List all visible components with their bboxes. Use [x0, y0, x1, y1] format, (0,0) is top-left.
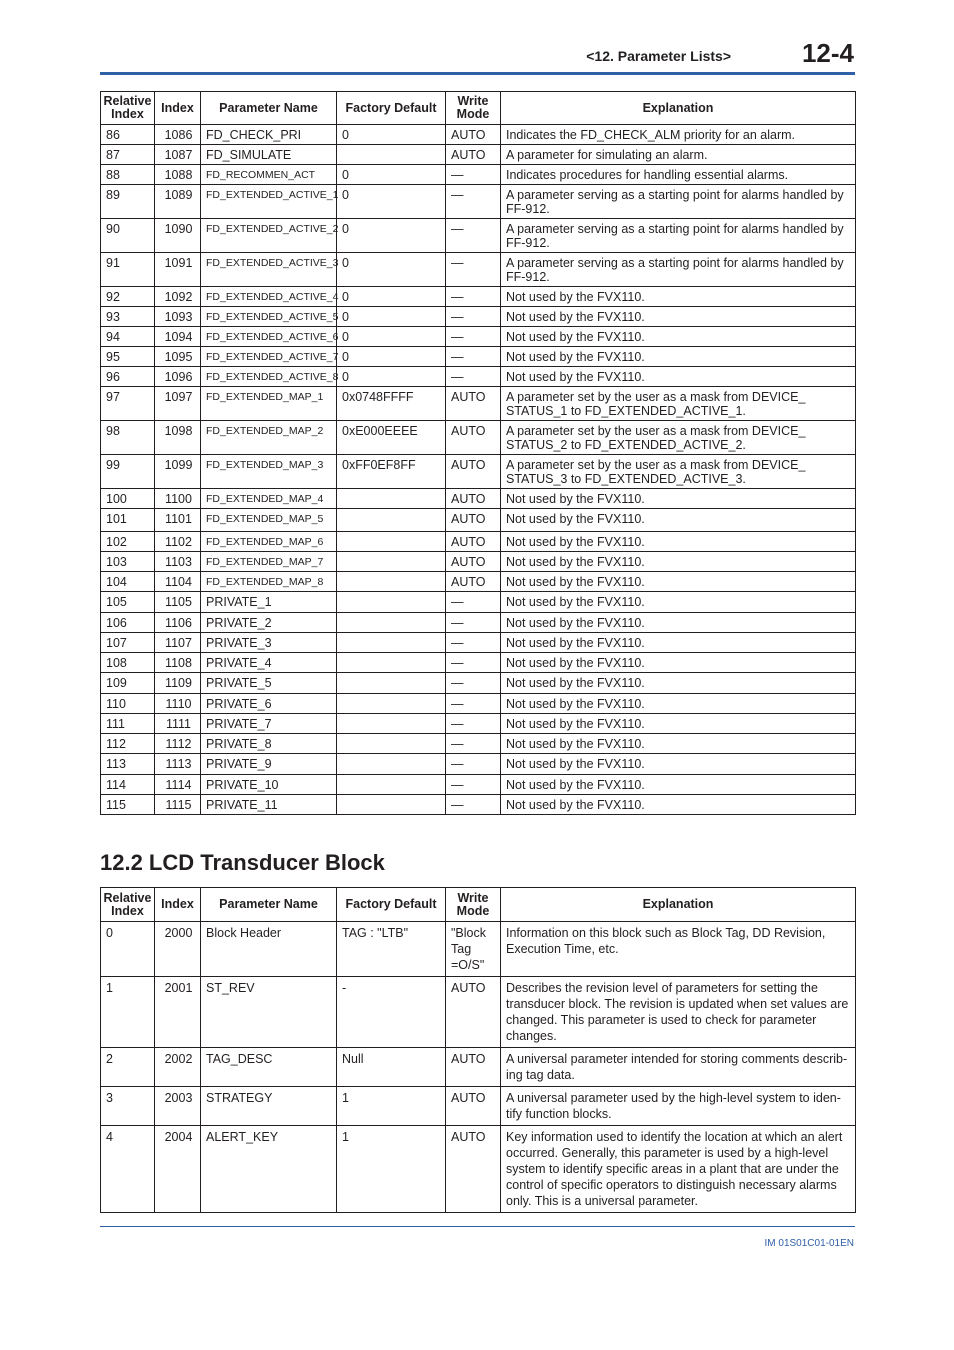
cell-parameter-name: FD_SIMULATE — [201, 145, 337, 165]
cell-explanation: Not used by the FVX110. — [501, 489, 856, 509]
cell-write-mode: — — [446, 592, 501, 613]
table-row — [101, 653, 856, 673]
table-row — [101, 145, 856, 165]
table-row — [101, 1048, 856, 1087]
cell-index: 1095 — [155, 347, 201, 367]
cell-write-mode: — — [446, 347, 501, 367]
cell-relative-index: 97 — [101, 387, 155, 421]
cell-write-mode: — — [446, 185, 501, 219]
table-row — [101, 613, 856, 633]
cell-explanation: Not used by the FVX110. — [501, 653, 856, 673]
cell-parameter-name: FD_EXTENDED_ACTIVE_6 — [201, 327, 337, 347]
cell-explanation: Not used by the FVX110. — [501, 347, 856, 367]
cell-explanation: Not used by the FVX110. — [501, 592, 856, 613]
table-row — [101, 489, 856, 509]
cell-relative-index: 103 — [101, 552, 155, 572]
cell-index: 1100 — [155, 489, 201, 509]
cell-write-mode: — — [446, 754, 501, 775]
cell-explanation: A parameter set by the user as a mask from DEVICE_ STATUS_3 to FD_EXTENDED_ACTIVE_3. — [501, 455, 856, 489]
cell-write-mode: AUTO — [446, 455, 501, 489]
cell-write-mode: AUTO — [446, 1126, 501, 1213]
cell-explanation: Not used by the FVX110. — [501, 509, 856, 532]
table-row — [101, 694, 856, 714]
table-row — [101, 455, 856, 489]
cell-factory-default: 0 — [337, 367, 446, 387]
cell-parameter-name: TAG_DESC — [201, 1048, 337, 1087]
parameter-table-2 — [100, 887, 856, 1213]
page-number: 12-4 — [801, 38, 854, 68]
cell-relative-index: 105 — [101, 592, 155, 613]
cell-relative-index: 88 — [101, 165, 155, 185]
cell-index: 1101 — [155, 509, 201, 532]
cell-factory-default: 0 — [337, 287, 446, 307]
cell-factory-default — [337, 145, 446, 165]
cell-explanation: Not used by the FVX110. — [501, 552, 856, 572]
cell-explanation: Not used by the FVX110. — [501, 734, 856, 754]
cell-parameter-name: Block Header — [201, 922, 337, 977]
cell-index: 1104 — [155, 572, 201, 592]
cell-index: 1088 — [155, 165, 201, 185]
cell-index: 1091 — [155, 253, 201, 287]
table-row — [101, 977, 856, 1048]
cell-write-mode: AUTO — [446, 1087, 501, 1126]
table-row — [101, 714, 856, 734]
col-header-write-mode: Write Mode — [446, 888, 501, 922]
cell-explanation: Not used by the FVX110. — [501, 775, 856, 795]
cell-explanation: Not used by the FVX110. — [501, 633, 856, 653]
cell-index: 1087 — [155, 145, 201, 165]
cell-factory-default: - — [337, 977, 446, 1048]
cell-factory-default — [337, 633, 446, 653]
cell-explanation: A universal parameter used by the high-level system to iden-tify function blocks. — [501, 1087, 856, 1126]
cell-explanation: A parameter serving as a starting point for alarms handled by FF-912. — [501, 253, 856, 287]
cell-relative-index: 101 — [101, 509, 155, 532]
cell-explanation: A parameter set by the user as a mask from DEVICE_ STATUS_2 to FD_EXTENDED_ACTIVE_2. — [501, 421, 856, 455]
cell-parameter-name: ST_REV — [201, 977, 337, 1048]
cell-write-mode: — — [446, 734, 501, 754]
cell-explanation: A parameter serving as a starting point for alarms handled by FF-912. — [501, 219, 856, 253]
cell-parameter-name: PRIVATE_6 — [201, 694, 337, 714]
cell-parameter-name: FD_EXTENDED_ACTIVE_5 — [201, 307, 337, 327]
table-row — [101, 165, 856, 185]
cell-write-mode: — — [446, 673, 501, 694]
cell-parameter-name: FD_EXTENDED_ACTIVE_7 — [201, 347, 337, 367]
cell-parameter-name: FD_EXTENDED_MAP_2 — [201, 421, 337, 455]
cell-relative-index: 100 — [101, 489, 155, 509]
cell-write-mode: — — [446, 165, 501, 185]
table-body — [101, 125, 856, 815]
cell-explanation: Not used by the FVX110. — [501, 613, 856, 633]
cell-factory-default — [337, 694, 446, 714]
col-header-index: Index — [155, 888, 201, 922]
cell-explanation: Describes the revision level of parameters for setting the transducer block. The revision is updated when set values are changed. This parameter is used to check for parameter changes. — [501, 977, 856, 1048]
cell-index: 1115 — [155, 795, 201, 815]
table-row — [101, 532, 856, 552]
cell-factory-default: 0 — [337, 253, 446, 287]
cell-explanation: Information on this block such as Block Tag, DD Revision, Execution Time, etc. — [501, 922, 856, 977]
cell-relative-index: 106 — [101, 613, 155, 633]
cell-write-mode: AUTO — [446, 489, 501, 509]
cell-relative-index: 98 — [101, 421, 155, 455]
cell-factory-default: TAG : "LTB" — [337, 922, 446, 977]
cell-relative-index: 99 — [101, 455, 155, 489]
table-row — [101, 307, 856, 327]
cell-parameter-name: FD_EXTENDED_MAP_4 — [201, 489, 337, 509]
cell-parameter-name: FD_EXTENDED_MAP_8 — [201, 572, 337, 592]
cell-factory-default: Null — [337, 1048, 446, 1087]
table-row — [101, 775, 856, 795]
cell-explanation: Not used by the FVX110. — [501, 572, 856, 592]
cell-relative-index: 95 — [101, 347, 155, 367]
table-row — [101, 421, 856, 455]
cell-index: 2001 — [155, 977, 201, 1048]
cell-write-mode: — — [446, 367, 501, 387]
cell-relative-index: 115 — [101, 795, 155, 815]
cell-parameter-name: FD_EXTENDED_ACTIVE_2 — [201, 219, 337, 253]
cell-factory-default — [337, 653, 446, 673]
cell-write-mode: — — [446, 633, 501, 653]
cell-write-mode: AUTO — [446, 552, 501, 572]
cell-parameter-name: FD_EXTENDED_MAP_1 — [201, 387, 337, 421]
cell-factory-default — [337, 489, 446, 509]
table-row — [101, 253, 856, 287]
cell-relative-index: 102 — [101, 532, 155, 552]
cell-parameter-name: PRIVATE_3 — [201, 633, 337, 653]
cell-write-mode: — — [446, 219, 501, 253]
cell-index: 1110 — [155, 694, 201, 714]
cell-explanation: Not used by the FVX110. — [501, 795, 856, 815]
table-row — [101, 734, 856, 754]
cell-parameter-name: ALERT_KEY — [201, 1126, 337, 1213]
cell-index: 2000 — [155, 922, 201, 977]
cell-relative-index: 104 — [101, 572, 155, 592]
table-row — [101, 347, 856, 367]
cell-explanation: Key information used to identify the location at which an alert occurred. Generally, this parameter is used by a high-level system to identify specific areas in a plant that are under the control of specific operators to distinguish necessary alarms only. This is a universal parameter. — [501, 1126, 856, 1213]
section-heading: 12.2 LCD Transducer Block — [100, 850, 385, 875]
cell-relative-index: 108 — [101, 653, 155, 673]
cell-factory-default — [337, 613, 446, 633]
cell-factory-default — [337, 592, 446, 613]
cell-explanation: Indicates the FD_CHECK_ALM priority for an alarm. — [501, 125, 856, 145]
cell-parameter-name: FD_EXTENDED_MAP_6 — [201, 532, 337, 552]
cell-factory-default — [337, 754, 446, 775]
cell-index: 1089 — [155, 185, 201, 219]
table-body — [101, 922, 856, 1213]
cell-parameter-name: FD_CHECK_PRI — [201, 125, 337, 145]
cell-write-mode: — — [446, 775, 501, 795]
cell-relative-index: 3 — [101, 1087, 155, 1126]
cell-write-mode: AUTO — [446, 387, 501, 421]
cell-index: 1102 — [155, 532, 201, 552]
cell-relative-index: 93 — [101, 307, 155, 327]
cell-parameter-name: PRIVATE_8 — [201, 734, 337, 754]
table-row — [101, 367, 856, 387]
cell-index: 1103 — [155, 552, 201, 572]
cell-parameter-name: FD_EXTENDED_ACTIVE_1 — [201, 185, 337, 219]
cell-parameter-name: PRIVATE_4 — [201, 653, 337, 673]
cell-write-mode: AUTO — [446, 572, 501, 592]
cell-relative-index: 86 — [101, 125, 155, 145]
cell-relative-index: 89 — [101, 185, 155, 219]
cell-index: 1113 — [155, 754, 201, 775]
cell-index: 1109 — [155, 673, 201, 694]
cell-relative-index: 109 — [101, 673, 155, 694]
cell-write-mode: AUTO — [446, 1048, 501, 1087]
cell-factory-default: 0 — [337, 165, 446, 185]
cell-write-mode: AUTO — [446, 509, 501, 532]
cell-explanation: Not used by the FVX110. — [501, 287, 856, 307]
cell-relative-index: 91 — [101, 253, 155, 287]
cell-parameter-name: FD_RECOMMEN_ACT — [201, 165, 337, 185]
cell-index: 1105 — [155, 592, 201, 613]
col-header-relative-index: Relative Index — [101, 888, 155, 922]
cell-index: 1114 — [155, 775, 201, 795]
cell-parameter-name: PRIVATE_2 — [201, 613, 337, 633]
parameter-table-1 — [100, 91, 856, 815]
cell-relative-index: 4 — [101, 1126, 155, 1213]
cell-write-mode: AUTO — [446, 145, 501, 165]
cell-write-mode: — — [446, 653, 501, 673]
cell-index: 1093 — [155, 307, 201, 327]
cell-parameter-name: PRIVATE_5 — [201, 673, 337, 694]
cell-explanation: Not used by the FVX110. — [501, 673, 856, 694]
cell-index: 1090 — [155, 219, 201, 253]
table-row — [101, 633, 856, 653]
col-header-parameter-name: Parameter Name — [201, 92, 337, 125]
cell-index: 1107 — [155, 633, 201, 653]
cell-factory-default: 1 — [337, 1126, 446, 1213]
cell-index: 2002 — [155, 1048, 201, 1087]
table-row — [101, 287, 856, 307]
table-row — [101, 552, 856, 572]
cell-parameter-name: FD_EXTENDED_ACTIVE_8 — [201, 367, 337, 387]
table-row — [101, 327, 856, 347]
document-id: IM 01S01C01-01EN — [764, 1238, 854, 1249]
cell-write-mode: — — [446, 253, 501, 287]
cell-explanation: Not used by the FVX110. — [501, 327, 856, 347]
col-header-explanation: Explanation — [501, 888, 856, 922]
cell-factory-default: 0 — [337, 327, 446, 347]
table-row — [101, 795, 856, 815]
cell-factory-default: 0 — [337, 219, 446, 253]
cell-write-mode: — — [446, 795, 501, 815]
table-row — [101, 1126, 856, 1213]
cell-relative-index: 96 — [101, 367, 155, 387]
col-header-factory-default: Factory Default — [337, 92, 446, 125]
cell-parameter-name: PRIVATE_11 — [201, 795, 337, 815]
cell-write-mode: — — [446, 714, 501, 734]
running-header-section: <12. Parameter Lists> — [586, 48, 731, 64]
cell-explanation: A parameter for simulating an alarm. — [501, 145, 856, 165]
cell-relative-index: 90 — [101, 219, 155, 253]
cell-factory-default — [337, 714, 446, 734]
col-header-parameter-name: Parameter Name — [201, 888, 337, 922]
cell-index: 1092 — [155, 287, 201, 307]
table-header-row — [101, 92, 856, 125]
footer-rule — [100, 1226, 855, 1227]
cell-relative-index: 107 — [101, 633, 155, 653]
cell-relative-index: 92 — [101, 287, 155, 307]
cell-explanation: Not used by the FVX110. — [501, 307, 856, 327]
cell-factory-default: 0 — [337, 125, 446, 145]
cell-factory-default: 0xE000EEEE — [337, 421, 446, 455]
cell-factory-default — [337, 673, 446, 694]
cell-factory-default: 0xFF0EF8FF — [337, 455, 446, 489]
cell-explanation: A universal parameter intended for storing comments describ-ing tag data. — [501, 1048, 856, 1087]
cell-index: 1097 — [155, 387, 201, 421]
cell-relative-index: 113 — [101, 754, 155, 775]
table-row — [101, 219, 856, 253]
cell-index: 1106 — [155, 613, 201, 633]
cell-write-mode: — — [446, 694, 501, 714]
table-row — [101, 572, 856, 592]
cell-explanation: Not used by the FVX110. — [501, 367, 856, 387]
cell-factory-default: 0 — [337, 307, 446, 327]
cell-parameter-name: FD_EXTENDED_MAP_3 — [201, 455, 337, 489]
cell-explanation: A parameter serving as a starting point for alarms handled by FF-912. — [501, 185, 856, 219]
cell-factory-default — [337, 795, 446, 815]
cell-relative-index: 1 — [101, 977, 155, 1048]
table-row — [101, 509, 856, 532]
cell-relative-index: 0 — [101, 922, 155, 977]
cell-index: 1094 — [155, 327, 201, 347]
cell-parameter-name: FD_EXTENDED_ACTIVE_3 — [201, 253, 337, 287]
cell-explanation: Not used by the FVX110. — [501, 532, 856, 552]
table-row — [101, 125, 856, 145]
cell-explanation: A parameter set by the user as a mask from DEVICE_ STATUS_1 to FD_EXTENDED_ACTIVE_1. — [501, 387, 856, 421]
cell-parameter-name: FD_EXTENDED_MAP_7 — [201, 552, 337, 572]
cell-explanation: Indicates procedures for handling essential alarms. — [501, 165, 856, 185]
cell-relative-index: 112 — [101, 734, 155, 754]
cell-factory-default — [337, 775, 446, 795]
col-header-explanation: Explanation — [501, 92, 856, 125]
cell-relative-index: 87 — [101, 145, 155, 165]
cell-write-mode: "Block Tag =O/S" — [446, 922, 501, 977]
cell-index: 1099 — [155, 455, 201, 489]
col-header-index: Index — [155, 92, 201, 125]
cell-parameter-name: PRIVATE_1 — [201, 592, 337, 613]
cell-relative-index: 114 — [101, 775, 155, 795]
cell-explanation: Not used by the FVX110. — [501, 694, 856, 714]
cell-index: 1111 — [155, 714, 201, 734]
cell-index: 2004 — [155, 1126, 201, 1213]
table-header-row — [101, 888, 856, 922]
col-header-write-mode: Write Mode — [446, 92, 501, 125]
cell-write-mode: — — [446, 287, 501, 307]
cell-factory-default — [337, 734, 446, 754]
cell-factory-default — [337, 532, 446, 552]
cell-index: 2003 — [155, 1087, 201, 1126]
cell-factory-default — [337, 509, 446, 532]
cell-factory-default: 0x0748FFFF — [337, 387, 446, 421]
cell-explanation: Not used by the FVX110. — [501, 754, 856, 775]
cell-index: 1112 — [155, 734, 201, 754]
table-row — [101, 185, 856, 219]
cell-parameter-name: FD_EXTENDED_ACTIVE_4 — [201, 287, 337, 307]
table-row — [101, 673, 856, 694]
cell-index: 1096 — [155, 367, 201, 387]
cell-index: 1098 — [155, 421, 201, 455]
cell-index: 1108 — [155, 653, 201, 673]
cell-write-mode: — — [446, 327, 501, 347]
cell-parameter-name: PRIVATE_7 — [201, 714, 337, 734]
cell-factory-default: 1 — [337, 1087, 446, 1126]
cell-relative-index: 111 — [101, 714, 155, 734]
cell-parameter-name: STRATEGY — [201, 1087, 337, 1126]
table-row — [101, 387, 856, 421]
table-row — [101, 922, 856, 977]
cell-write-mode: AUTO — [446, 125, 501, 145]
cell-factory-default: 0 — [337, 347, 446, 367]
cell-write-mode: — — [446, 307, 501, 327]
cell-index: 1086 — [155, 125, 201, 145]
cell-relative-index: 2 — [101, 1048, 155, 1087]
table-row — [101, 592, 856, 613]
cell-parameter-name: PRIVATE_9 — [201, 754, 337, 775]
cell-factory-default — [337, 552, 446, 572]
cell-write-mode: AUTO — [446, 977, 501, 1048]
cell-parameter-name: FD_EXTENDED_MAP_5 — [201, 509, 337, 532]
table-row — [101, 754, 856, 775]
cell-factory-default — [337, 572, 446, 592]
col-header-relative-index: Relative Index — [101, 92, 155, 125]
cell-explanation: Not used by the FVX110. — [501, 714, 856, 734]
cell-factory-default: 0 — [337, 185, 446, 219]
cell-parameter-name: PRIVATE_10 — [201, 775, 337, 795]
table-row — [101, 1087, 856, 1126]
col-header-factory-default: Factory Default — [337, 888, 446, 922]
cell-write-mode: AUTO — [446, 532, 501, 552]
cell-write-mode: — — [446, 613, 501, 633]
cell-write-mode: AUTO — [446, 421, 501, 455]
cell-relative-index: 94 — [101, 327, 155, 347]
cell-relative-index: 110 — [101, 694, 155, 714]
header-rule — [100, 72, 855, 75]
